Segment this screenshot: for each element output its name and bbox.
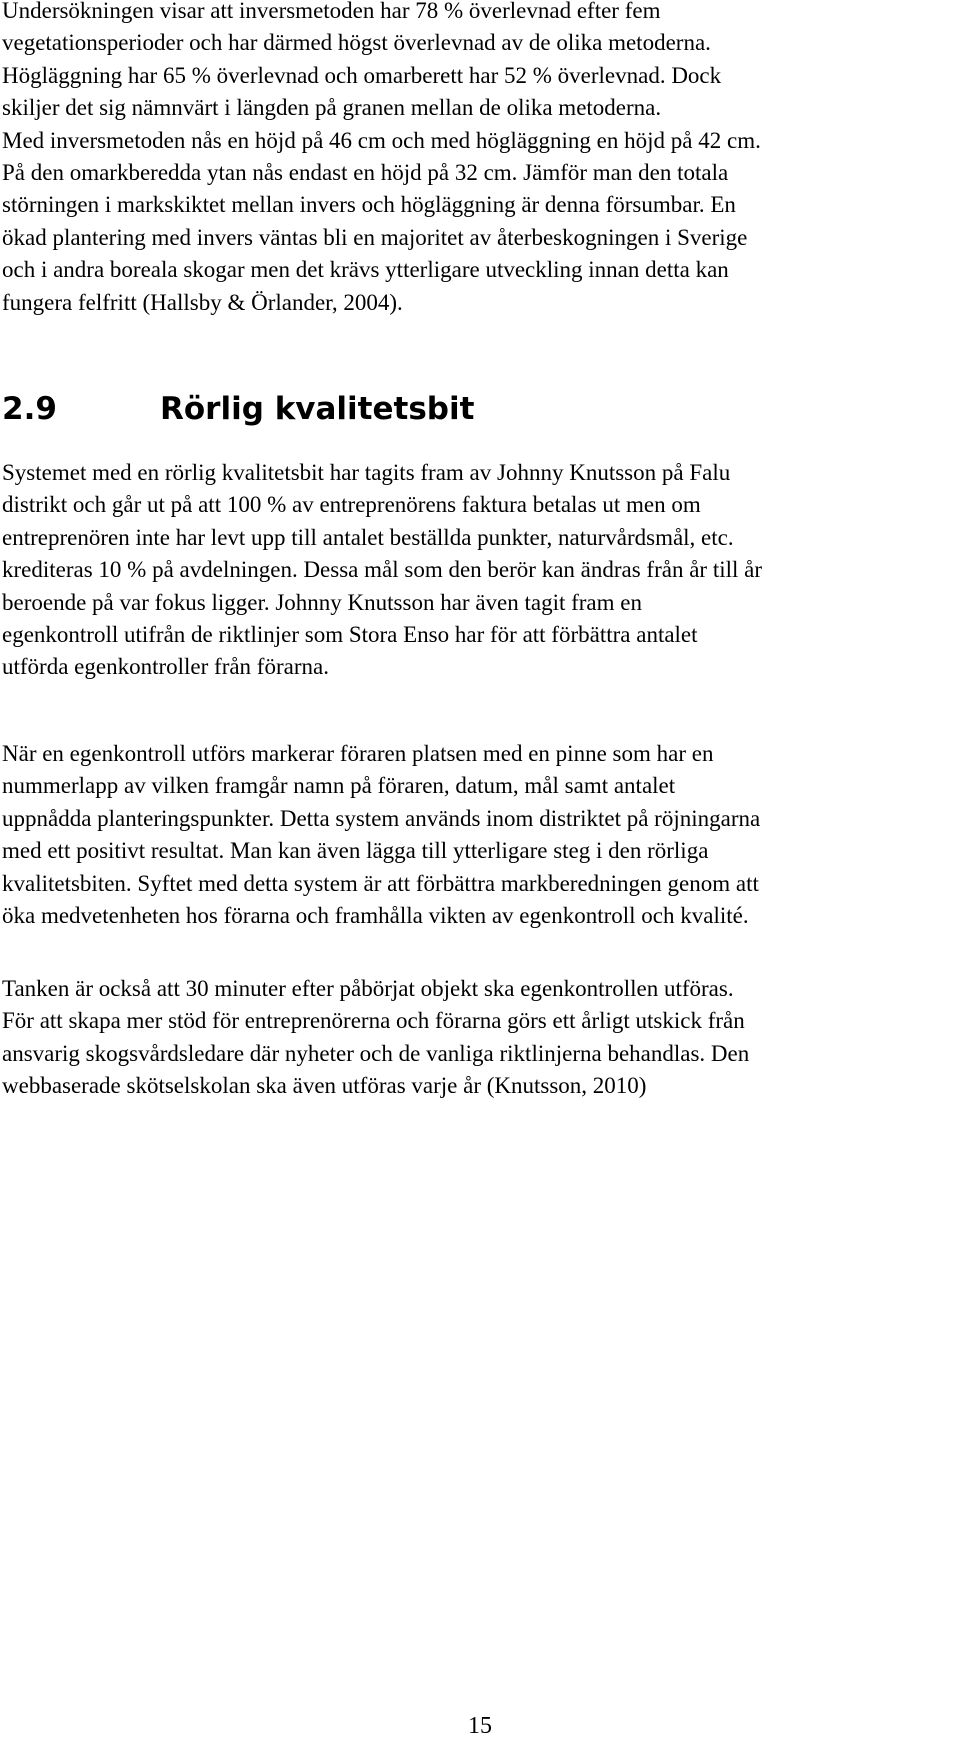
text-line: egenkontroll utifrån de riktlinjer som Stora Enso har för att förbättra antalet <box>2 622 698 648</box>
text-line: ökad plantering med invers väntas bli en majoritet av återbeskogningen i Sverige <box>2 224 748 250</box>
text-line: Systemet med en rörlig kvalitetsbit har tagits fram av Johnny Knutsson på Falu <box>2 460 731 485</box>
text-line: ansvarig skogsvårdsledare där nyheter och de vanliga riktlinjerna behandlas. Den <box>2 1040 750 1066</box>
paragraph-system-description <box>2 457 956 684</box>
paragraph-survival-results <box>2 0 956 319</box>
text-line: distrikt och går ut på att 100 % av entreprenörens faktura betalas ut men om <box>2 492 701 518</box>
section-title: Rörlig kvalitetsbit <box>160 391 475 427</box>
text-line: krediteras 10 % på avdelningen. Dessa mål som den berör kan ändras från år till år <box>2 557 762 583</box>
text-line: störningen i markskiktet mellan invers och högläggning är denna försumbar. En <box>2 192 736 218</box>
text-line: öka medvetenheten hos förarna och framhålla vikten av egenkontroll och kvalité. <box>2 903 749 929</box>
text-line: nummerlapp av vilken framgår namn på föraren, datum, mål samt antalet <box>2 773 676 799</box>
text-line: entreprenören inte har levt upp till antalet beställda punkter, naturvårdsmål, etc. <box>2 524 734 550</box>
text-line: beroende på var fokus ligger. Johnny Knutsson har även tagit fram en <box>2 589 642 615</box>
text-line: webbaserade skötselskolan ska även utföras varje år (Knutsson, 2010) <box>2 1073 647 1099</box>
text-line: utförda egenkontroller från förarna. <box>2 654 329 680</box>
page-number: 15 <box>468 1713 492 1739</box>
section-heading <box>2 389 474 429</box>
text-line: Högläggning har 65 % överlevnad och omarberett har 52 % överlevnad. Dock <box>2 62 722 88</box>
text-line: kvalitetsbiten. Syftet med detta system är att förbättra markberedningen genom att <box>2 870 759 896</box>
text-line: vegetationsperioder och har därmed högst överlevnad av de olika metoderna. <box>2 30 711 56</box>
text-line: För att skapa mer stöd för entreprenörerna och förarna görs ett årligt utskick från <box>2 1008 745 1034</box>
text-line: När en egenkontroll utförs markerar föraren platsen med en pinne som har en <box>2 741 714 766</box>
text-line: fungera felfritt (Hallsby & Örlander, 2004). <box>2 289 403 315</box>
text-line: Med inversmetoden nås en höjd på 46 cm och med högläggning en höjd på 42 cm. <box>2 127 761 153</box>
text-line: uppnådda planteringspunkter. Detta system används inom distriktet på röjningarna <box>2 805 761 831</box>
text-line: På den omarkberedda ytan nås endast en höjd på 32 cm. Jämför man den totala <box>2 160 729 186</box>
text-line: och i andra boreala skogar men det krävs ytterligare utveckling innan detta kan <box>2 257 729 283</box>
text-line: skiljer det sig nämnvärt i längden på granen mellan de olika metoderna. <box>2 95 662 121</box>
section-number: 2.9 <box>2 391 57 427</box>
paragraph-timing-support <box>2 973 956 1103</box>
text-line: med ett positivt resultat. Man kan även lägga till ytterligare steg i den rörliga <box>2 838 709 864</box>
paragraph-self-inspection <box>2 738 956 932</box>
text-line: Tanken är också att 30 minuter efter påbörjat objekt ska egenkontrollen utföras. <box>2 976 734 1001</box>
text-line: Undersökningen visar att inversmetoden har 78 % överlevnad efter fem <box>2 0 661 23</box>
